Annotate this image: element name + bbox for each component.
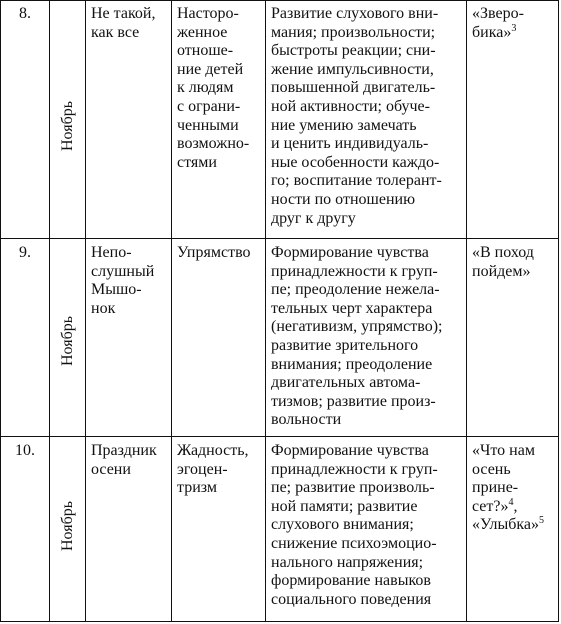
tasks-cell: Формирование чувства принадлежности к груп- пе; преодоление нежела- тельных черт характера (негативизм, упрямство); развитие зрительного внимания; преодоление двигательных автома- тизмов; развитие произ- вольности	[271, 244, 443, 429]
game-cell	[472, 442, 559, 535]
game-cell	[472, 5, 559, 42]
footnote-mark: 4	[508, 496, 514, 508]
column-divider	[466, 1, 467, 621]
problem-cell: Насторо- женное отноше- ние детей к людям с ограни- ченными возможно- стями	[177, 5, 250, 171]
month-text: Ноябрь	[59, 315, 76, 367]
column-divider	[265, 1, 266, 621]
row-divider	[1, 436, 558, 437]
game-text-2: , «Улыбка»	[472, 497, 540, 534]
column-divider	[171, 1, 172, 621]
footnote-mark: 3	[511, 22, 517, 34]
tasks-cell: Развитие слухового вни- мания; произвольности; быстроты реакции; сни- жение импульсивности, повышенной двигатель- ной активности; обуче- ние умению замечать и ценить индивидуаль- ные особенности каждо- го; воспитание толерант- ности по отношению друг к другу	[271, 5, 442, 227]
game-text: «Что нам осень прине- сет?»	[472, 442, 535, 515]
month-label	[59, 481, 77, 571]
lesson-title: Непо- слушный Мышо- нок	[91, 244, 155, 317]
game-cell: «В поход пойдем»	[472, 244, 534, 280]
game-text: «Зверо- бика»	[472, 5, 524, 41]
row-number: 9.	[19, 244, 31, 261]
tasks-cell: Формирование чувства принадлежности к груп- пе; развитие произволь- ной памяти; развитие слухового внимания; снижение психоэмоцио- нального напряжения; формирование навыков социального поведения	[271, 442, 438, 608]
month-text: Ноябрь	[59, 500, 76, 552]
column-divider	[49, 1, 50, 621]
footnote-mark: 5	[539, 515, 545, 527]
month-label	[59, 81, 77, 171]
lesson-title: Не такой, как все	[91, 5, 156, 41]
lesson-title: Праздник осени	[91, 442, 157, 478]
month-label	[59, 296, 77, 386]
row-number: 10.	[15, 442, 35, 459]
row-divider	[1, 238, 558, 239]
problem-cell: Жадность, эгоцен- тризм	[177, 442, 249, 497]
row-number: 8.	[19, 5, 31, 22]
column-divider	[85, 1, 86, 621]
problem-cell: Упрямство	[177, 244, 251, 261]
month-text: Ноябрь	[59, 100, 76, 152]
